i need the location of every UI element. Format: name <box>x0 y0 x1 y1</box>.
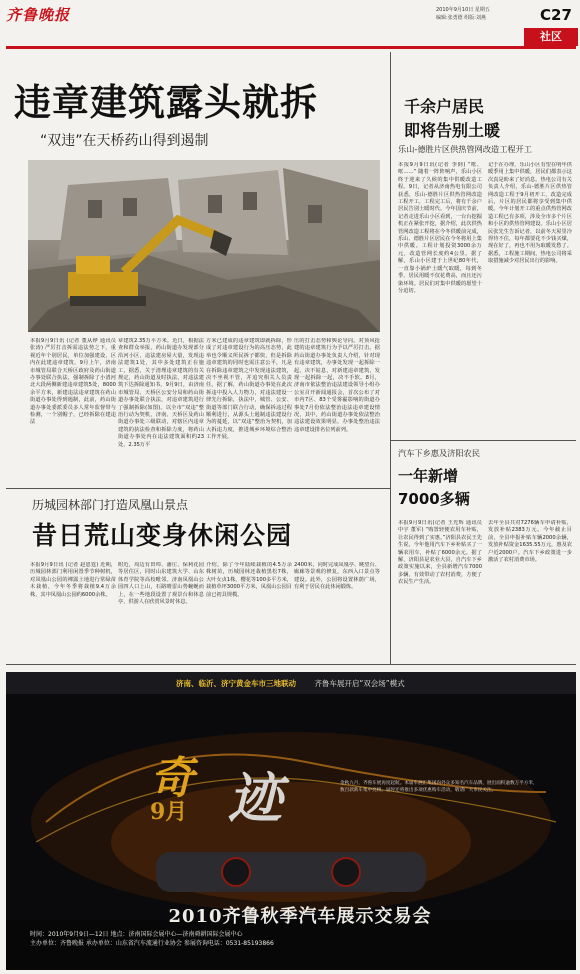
ad-body-text: 金秋九月，齐鲁车展再度起航。本届车展汇集国内外众多知名汽车品牌，展出面积逾数万平方米，数百款新车集中亮相。届时还将推出多项优惠购车活动，敬请广大市民关注。 <box>340 781 538 793</box>
story3-column-4: 2400米，同时完成凤凰亭、眺望台、廊廊等景观的修复，东西入口景点等建设。此外，公园将设置林荫广场，有利于居民在此休闲锻炼。 <box>294 562 380 591</box>
ad-top-banner <box>176 678 576 689</box>
story2-column-1: 本报9月9日讯(记者 李倒) “哐、哐……” 随着一阵阵响声，乐山小区终于迎来了久候的集中供暖改造工程。9日，记者从济南热电有限公司获悉，乐山-德胜片区供热管网改造工程开工，工程完工后，将有千余户居民告别土暖时代。今年国庆节前，记者走进乐山小区看到，一台台挖掘机正在紧张开挖，据介绍，此次供热管网改造工程将在今冬供暖前完成，乐山、德胜片区居民在今冬将用上集中供暖。工程计划投资3000余万元，改造管网长度约4公里。据了解，乐山小区建于上世纪80年代，一直靠小锅炉土暖气取暖，每到冬季，居民用暖不仅花费高，而且还污染环境。居民们对集中供暖的愿望十分迫切。 <box>398 162 482 294</box>
story3-column-1: 本报9月9日讯 (记者 赵恩霆) 近期，历城园林部门利用闲置季节种树机，对凤凰山公园的裸露土地进行常绿苗木栽植，今年冬季将栽植9.4万余株，其中凤凰山公园约6000余株。 <box>30 562 116 598</box>
story4-headline-line1: 一年新增 <box>398 467 459 485</box>
story2-column-2: 记于在办理，乐山小区有望在明年供暖季用上集中供暖，居民们都表示这次真是盼来了好消息。热电公司有关负责人介绍，乐山-德胜片区供热管网改造工程于9月初开工，改造完成后，片区的居民都将享受到集中供暖。今年计划开工的重点供热管网改造工程已有多项，涉及全市多个片区和小区的供热管网建设。乐山小区居民张先生告诉记者，以前冬天屋里冷得待不住，每年都要花不少钱买煤，现在好了，再也不用为取暖发愁了。据悉，工程施工期间，热电公司将采取措施减少对居民出行的影响。 <box>488 162 572 265</box>
ad-big-char-2: 迹 <box>228 766 282 830</box>
ad-month: 9月 <box>150 799 188 825</box>
story3-kicker: 历城园林部门打造凤凰山景点 <box>32 498 189 512</box>
story3-headline: 昔日荒山变身休闲公园 <box>32 521 293 550</box>
ad-info-line-2: 主办单位：齐鲁晚报 承办单位：山东省汽车流通行业协会 参展咨询电话：0531-85193866 <box>30 940 274 947</box>
ad-big-char-1: 奇 <box>150 753 194 804</box>
story2-subhead: 乐山-德胜片区供热管网改造工程开工 <box>398 144 532 154</box>
header-rule <box>6 46 576 49</box>
story2-headline-line1: 千余户居民 <box>404 97 485 116</box>
ad-top-line-1: 济南、临沂、济宁黄金车市三地联动 <box>176 679 296 688</box>
demolition-photo <box>28 160 380 332</box>
story3-column-2: 附近，周边有田埠、潘庄、保利花园等居住区，同时山东建筑大学、山东体育学院等高校毗邻。济南凤凰山公园四人口上山，石路晴雷山势蜿蜒而上，在一些地段设置了观景台和休息亭，供游人在欣赏风景时休息。 <box>118 562 204 606</box>
story-divider-right <box>390 440 576 441</box>
story1-column-4: 压的打击态势和舆论导向。对顶风抢建的违章建筑行为予以严厉打击。据药山街道办事处负责人介绍，针对现有违章建筑，办事处发现一起拆除一起，决不姑息，对新建违章建筑，发现一起拆除一起，决不手软。8月，济南市依法整治违法建设领导小组办公室召开新闻通报会，首次公布了对市内7区、83个受雾霾影响的街道办事处7月份依法整治违法违章建设情况，其中，药山街道办事处依法整治违法建设效果明显，办事处整治违法违章建设排名位列前列。 <box>294 338 380 433</box>
editors-line: 编辑:张勇德 组版:刘燕 <box>436 15 486 21</box>
ad-top-line-2: 齐鲁车展开启“双会场”模式 <box>314 679 405 688</box>
section-badge: 社区 <box>524 28 578 46</box>
story-divider <box>6 488 390 489</box>
story3-column-3: 介绍，除了今年陆续栽植的4.5万余株树苗，历城园林还栽植黑松7株，大叶女贞1株，樱花等100多平方米，栽植草坪3000平方米，凤凰山公园目前已初具规模。 <box>206 562 292 598</box>
ad-info-line-1: 时间：2010年9月9日—12日 地点：济南国际会展中心—济南舜耕国际会展中心 <box>30 931 243 938</box>
header-info <box>436 6 536 22</box>
story1-headline: 违章建筑露头就拆 <box>14 81 318 124</box>
story1-column-3: 方米已建成的违章建筑即就拆除，形成了对违章建设行为的高压态势，此举也令顺义所民拆子都快，但是拆除违章建筑的同时也需注意公平，凡是在拆除违章建筑之中发现违法建筑，决不坐视不管，并追究相关人员责任。据了解，药山街道办事处在此次拆违中投入人力物力，对违法建设一律先行拆除，执法中，城管、公安、街道等部门联合行动，确保拆违过程顺利进行，从源头上遏制违法建设行为的蔓延，以“双违”整治为契机，加大拆违力度，推进城乡环境综合整治工作开展。 <box>206 338 292 441</box>
ad-divider <box>6 664 576 665</box>
story4-kicker: 汽车下乡惠及济阳农民 <box>398 448 480 458</box>
page-number: C27 <box>540 6 572 24</box>
story4-headline-line2: 7000多辆 <box>398 490 470 508</box>
ad-info <box>30 930 560 948</box>
ad-title: 2010齐鲁秋季汽车展示交易会 <box>168 906 432 927</box>
story2-headline-line2: 即将告别土暖 <box>404 121 501 140</box>
date-line: 2010年9月10日 星期五 <box>436 7 490 13</box>
demolition-photo-art <box>28 160 380 332</box>
story1-column-2: 章建筑2.35万平方米。近日，根据法查和群众举报，药山街道办发现部分沿河小区，违法建房屋大量，发现违法建筑1处，其中多处建筑正在施工，据悉，关于清理违章建筑的有关规定，药山街道及时执法，对违法建筑下达拆除通知书，9月9日，由济南市城管局、天桥区公安分局和药山街道办事处联合执法，对违章建筑进行了强制拆除(如图)。以全市“双违”整治行动为契机，济南、天桥区及药山街道办事处三级联动，对辖区内违章建筑的执法检查和拆除力度，将药山街道办事处内在违法建筑面积约23处，2.35万平 <box>118 338 204 448</box>
story4-column-2: 去年全县共对7276辆车申请补贴，发放补贴2383万元。今年截止目前，全县申报补贴车辆2000余辆，发放补贴资金1635.55万元，惠及农户近2000户。汽车下乡政策进一步激活了农村消费市场。 <box>488 520 572 564</box>
story1-column-1: 本报9月9日讯 (记者 董从烨 通讯员 张涛) 严厉打击拆需违法势之下，重视近年个别居民，单位加强建设，区内在此建违章建筑，9月上午，济南市城管局联合天桥区政府及药山街道办事处联合执法，强制拆除了小清河北大段两侧新建违章建筑5处，8000余平方米，新建违法违章建筑在药山街道办事处得到遏制，此前，药山街道办事处委派委员多人常年监督带与检测，一个别帽子，已经拆除在建违法 <box>30 338 116 426</box>
column-divider <box>390 52 391 664</box>
story4-column-1: 本报9月9日讯(记者 王光辉 通讯员 中宇 董军) “购置轻便农用车补贴，让农民得到了实惠。”济阳县农民王先生说，今年他用汽车下乡补贴买了一辆农用车，补贴了6000余元。据了解，济阳县是农业大县，自汽车下乡政策实施以来，全县新增汽车7000多辆，有效带动了农村消费，方便了农民生产生活。 <box>398 520 482 586</box>
masthead-logo: 齐鲁晚报 <box>6 6 71 24</box>
story1-subhead: “双违”在天桥药山得到遏制 <box>40 133 209 149</box>
